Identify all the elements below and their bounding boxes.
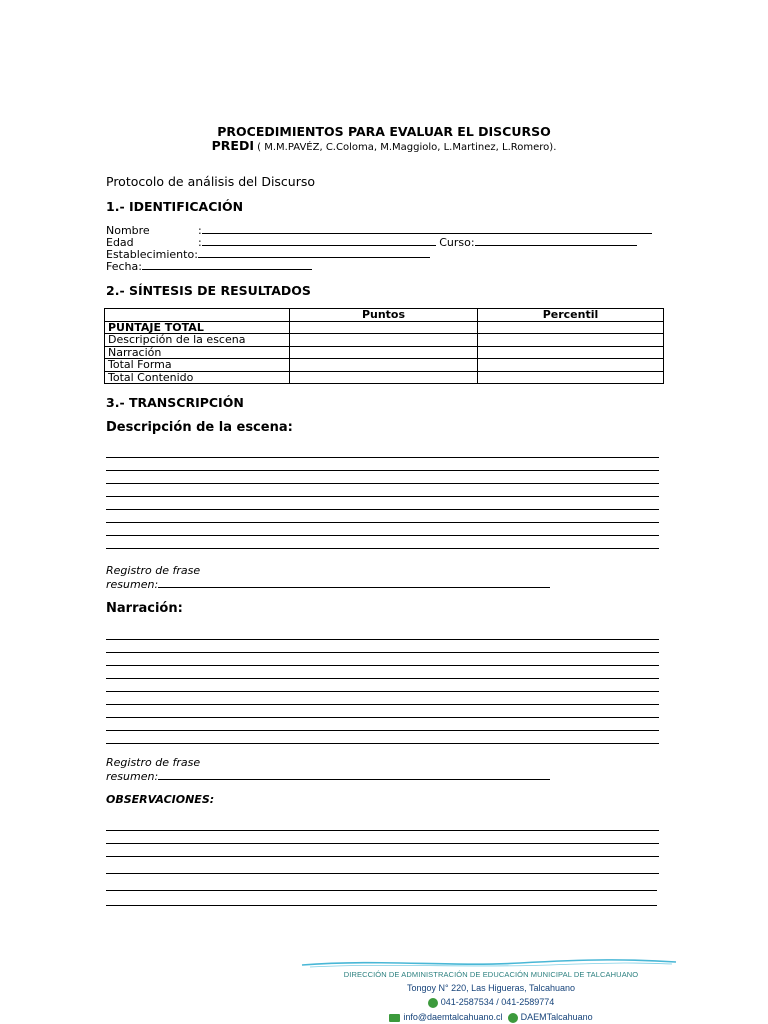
establecimiento-label: Establecimiento:: [106, 248, 198, 261]
authors-text: ( M.M.PAVÉZ, C.Coloma, M.Maggiolo, L.Martinez, L.Romero).: [253, 142, 557, 153]
table-header-puntos: Puntos: [290, 309, 478, 322]
descripcion-line[interactable]: [106, 509, 659, 510]
registro-frase-label-2: Registro de frase: [106, 756, 201, 769]
curso-label: Curso:: [439, 236, 475, 249]
observaciones-line[interactable]: [106, 830, 659, 831]
narracion-line[interactable]: [106, 691, 659, 692]
narracion-line[interactable]: [106, 639, 659, 640]
table-row: [105, 371, 664, 384]
edad-label: Edad: [106, 236, 134, 249]
observaciones-heading: OBSERVACIONES:: [106, 793, 215, 806]
resumen-field-1[interactable]: [106, 578, 550, 591]
resumen-label-2: resumen:: [106, 770, 159, 783]
email-icon: [389, 1014, 400, 1022]
edad-line[interactable]: [202, 236, 436, 246]
edad-colon: :: [198, 236, 202, 249]
nombre-label: Nombre: [106, 224, 150, 237]
curso-line[interactable]: [475, 236, 637, 246]
resumen-line-1[interactable]: [158, 578, 550, 588]
footer-phones-text: 041-2587534 / 041-2589774: [440, 997, 555, 1007]
fecha-label: Fecha:: [106, 260, 142, 273]
table-row: [105, 346, 664, 359]
descripcion-heading: Descripción de la escena:: [106, 420, 293, 435]
footer-facebook[interactable]: DAEMTalcahuano: [520, 1012, 593, 1022]
narracion-line[interactable]: [106, 743, 659, 744]
row-label-descripcion: Descripción de la escena: [105, 334, 290, 347]
nombre-line[interactable]: [202, 224, 652, 234]
footer-phones: [306, 997, 676, 1008]
fecha-field[interactable]: [106, 260, 312, 273]
protocol-title: Protocolo de análisis del Discurso: [106, 174, 316, 189]
facebook-icon: [508, 1013, 518, 1023]
observaciones-line[interactable]: [106, 856, 659, 857]
phone-icon: [428, 998, 438, 1008]
table-header-percentil: Percentil: [478, 309, 664, 322]
observaciones-line[interactable]: [106, 843, 659, 844]
resumen-line-2[interactable]: [158, 770, 550, 780]
resumen-field-2[interactable]: [106, 770, 550, 783]
predi-label: PREDI: [211, 138, 254, 153]
narracion-line[interactable]: [106, 665, 659, 666]
percentil-cell[interactable]: [478, 321, 664, 334]
section-sintesis-heading: 2.- SÍNTESIS DE RESULTADOS: [106, 283, 311, 298]
puntos-cell[interactable]: [290, 346, 478, 359]
document-title: PROCEDIMIENTOS PARA EVALUAR EL DISCURSO: [217, 124, 551, 139]
puntos-cell[interactable]: [290, 321, 478, 334]
observaciones-line[interactable]: [106, 890, 657, 891]
percentil-cell[interactable]: [478, 371, 664, 384]
footer-address: Tongoy N° 220, Las Higueras, Talcahuano: [406, 983, 576, 993]
table-row: [105, 334, 664, 347]
fecha-line[interactable]: [142, 260, 312, 270]
observaciones-line[interactable]: [106, 873, 659, 874]
narracion-line[interactable]: [106, 704, 659, 705]
section-identificacion-heading: 1.- IDENTIFICACIÓN: [106, 199, 244, 214]
document-subtitle: [0, 138, 768, 153]
row-label-total-contenido: Total Contenido: [105, 371, 290, 384]
row-label-narracion: Narración: [105, 346, 290, 359]
narracion-line[interactable]: [106, 717, 659, 718]
nombre-colon: :: [198, 224, 202, 237]
row-label-puntaje-total: PUNTAJE TOTAL: [105, 321, 290, 334]
table-row: [105, 359, 664, 372]
descripcion-line[interactable]: [106, 522, 659, 523]
footer-org-name: DIRECCIÓN DE ADMINISTRACIÓN DE EDUCACIÓN MUNICIPAL DE TALCAHUANO: [343, 970, 639, 979]
descripcion-line[interactable]: [106, 483, 659, 484]
observaciones-line[interactable]: [106, 905, 657, 906]
footer-contacts: [306, 1012, 676, 1023]
puntos-cell[interactable]: [290, 334, 478, 347]
table-header-row: [105, 309, 664, 322]
puntos-cell[interactable]: [290, 371, 478, 384]
table-header-empty: [105, 309, 290, 322]
section-transcripcion-heading: 3.- TRANSCRIPCIÓN: [106, 395, 244, 410]
descripcion-line[interactable]: [106, 496, 659, 497]
narracion-heading: Narración:: [106, 601, 183, 616]
resumen-label-1: resumen:: [106, 578, 159, 591]
footer-wave-decoration: [300, 957, 680, 969]
percentil-cell[interactable]: [478, 334, 664, 347]
narracion-line[interactable]: [106, 652, 659, 653]
descripcion-line[interactable]: [106, 535, 659, 536]
results-table: [104, 308, 664, 384]
narracion-line[interactable]: [106, 678, 659, 679]
footer-email[interactable]: info@daemtalcahuano.cl: [403, 1012, 503, 1022]
table-row: [105, 321, 664, 334]
narracion-line[interactable]: [106, 730, 659, 731]
descripcion-line[interactable]: [106, 548, 659, 549]
descripcion-line[interactable]: [106, 457, 659, 458]
establecimiento-line[interactable]: [198, 248, 430, 258]
descripcion-line[interactable]: [106, 470, 659, 471]
percentil-cell[interactable]: [478, 359, 664, 372]
registro-frase-label-1: Registro de frase: [106, 564, 201, 577]
puntos-cell[interactable]: [290, 359, 478, 372]
row-label-total-forma: Total Forma: [105, 359, 290, 372]
percentil-cell[interactable]: [478, 346, 664, 359]
